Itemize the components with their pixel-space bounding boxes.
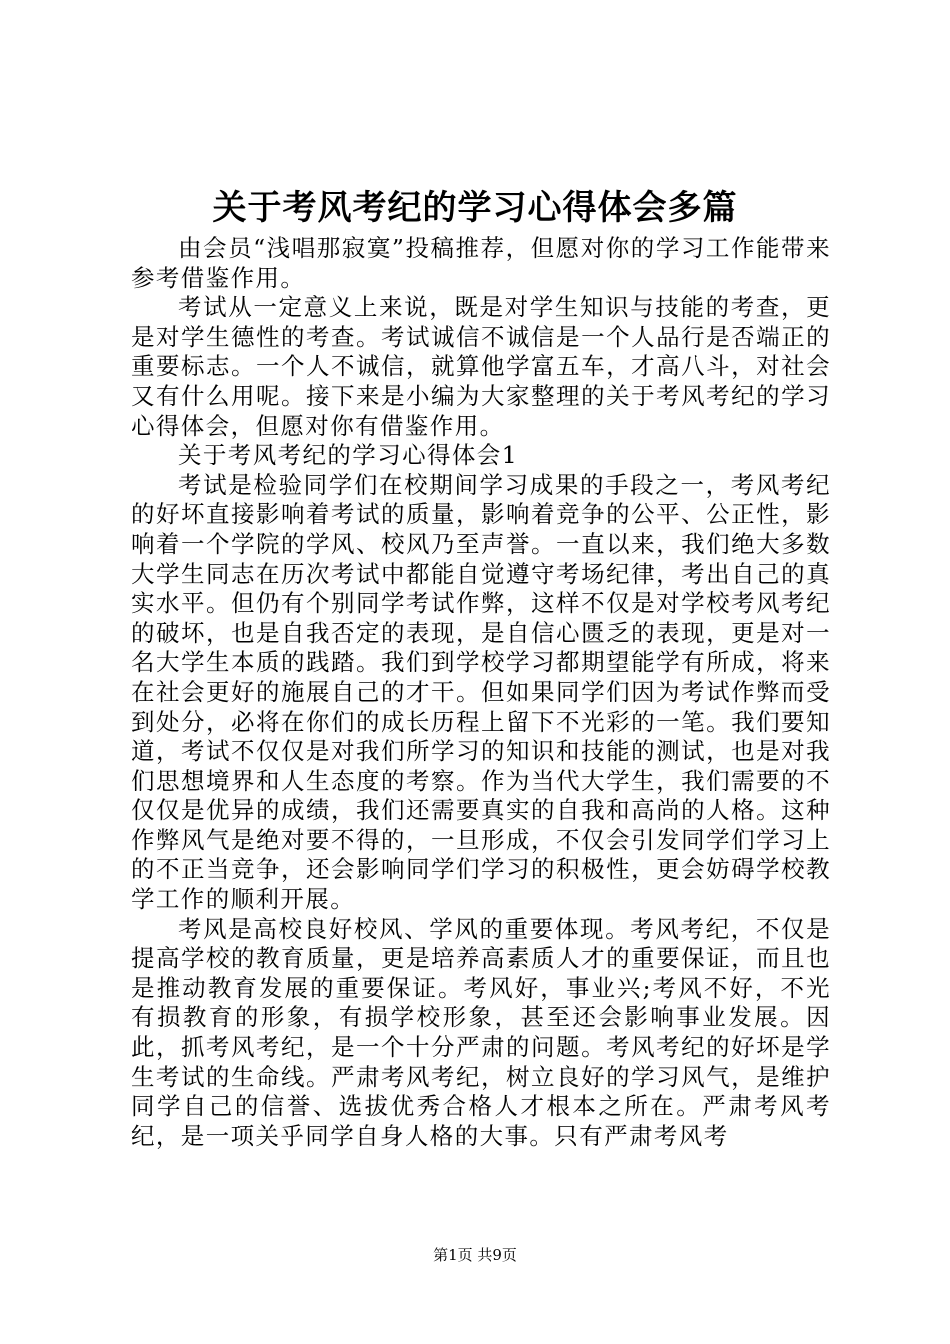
intro-paragraph: 由会员“浅唱那寂寞”投稿推荐，但愿对你的学习工作能带来参考借鉴作用。 xyxy=(131,234,831,292)
summary-paragraph: 考试从一定意义上来说，既是对学生知识与技能的考查，更是对学生德性的考查。考试诚信不诚信是一个人品行是否端正的重要标志。一个人不诚信，就算他学富五车，才高八斗，对社会又有什么用呢。接下来是小编为大家整理的关于考风考纪的学习心得体会，但愿对你有借鉴作用。 xyxy=(131,293,831,440)
body-paragraph-2: 考风是高校良好校风、学风的重要体现。考风考纪，不仅是提高学校的教育质量，更是培养高素质人才的重要保证，而且也是推动教育发展的重要保证。考风好，事业兴;考风不好，不光有损教育的形象，有损学校形象，甚至还会影响事业发展。因此，抓考风考纪，是一个十分严肃的问题。考风考纪的好坏是学生考试的生命线。严肃考风考纪，树立良好的学习风气，是维护同学自己的信誉、选拔优秀合格人才根本之所在。严肃考风考纪，是一项关乎同学自身人格的大事。只有严肃考风考 xyxy=(131,914,831,1150)
section-heading: 关于考风考纪的学习心得体会1 xyxy=(178,441,519,470)
body-paragraph-1: 考试是检验同学们在校期间学习成果的手段之一，考风考纪的好坏直接影响着考试的质量，影响着竞争的公平、公正性，影响着一个学院的学风、校风乃至声誉。一直以来，我们绝大多数大学生同志在历次考试中都能自觉遵守考场纪律，考出自己的真实水平。但仍有个别同学考试作弊，这样不仅是对学校考风考纪的破坏，也是自我否定的表现，是自信心匮乏的表现，更是对一名大学生本质的践踏。我们到学校学习都期望能学有所成，将来在社会更好的施展自己的才干。但如果同学们因为考试作弊而受到处分，必将在你们的成长历程上留下不光彩的一笔。我们要知道，考试不仅仅是对我们所学习的知识和技能的测试，也是对我们思想境界和人生态度的考察。作为当代大学生，我们需要的不仅仅是优异的成绩，我们还需要真实的自我和高尚的人格。这种作弊风气是绝对要不得的，一旦形成，不仅会引发同学们学习上的不正当竞争，还会影响同学们学习的积极性，更会妨碍学校教学工作的顺利开展。 xyxy=(131,470,831,914)
page-number-footer: 第1页 共9页 xyxy=(433,1246,517,1264)
document-body xyxy=(131,234,831,1151)
document-title: 关于考风考纪的学习心得体会多篇 xyxy=(212,188,738,228)
